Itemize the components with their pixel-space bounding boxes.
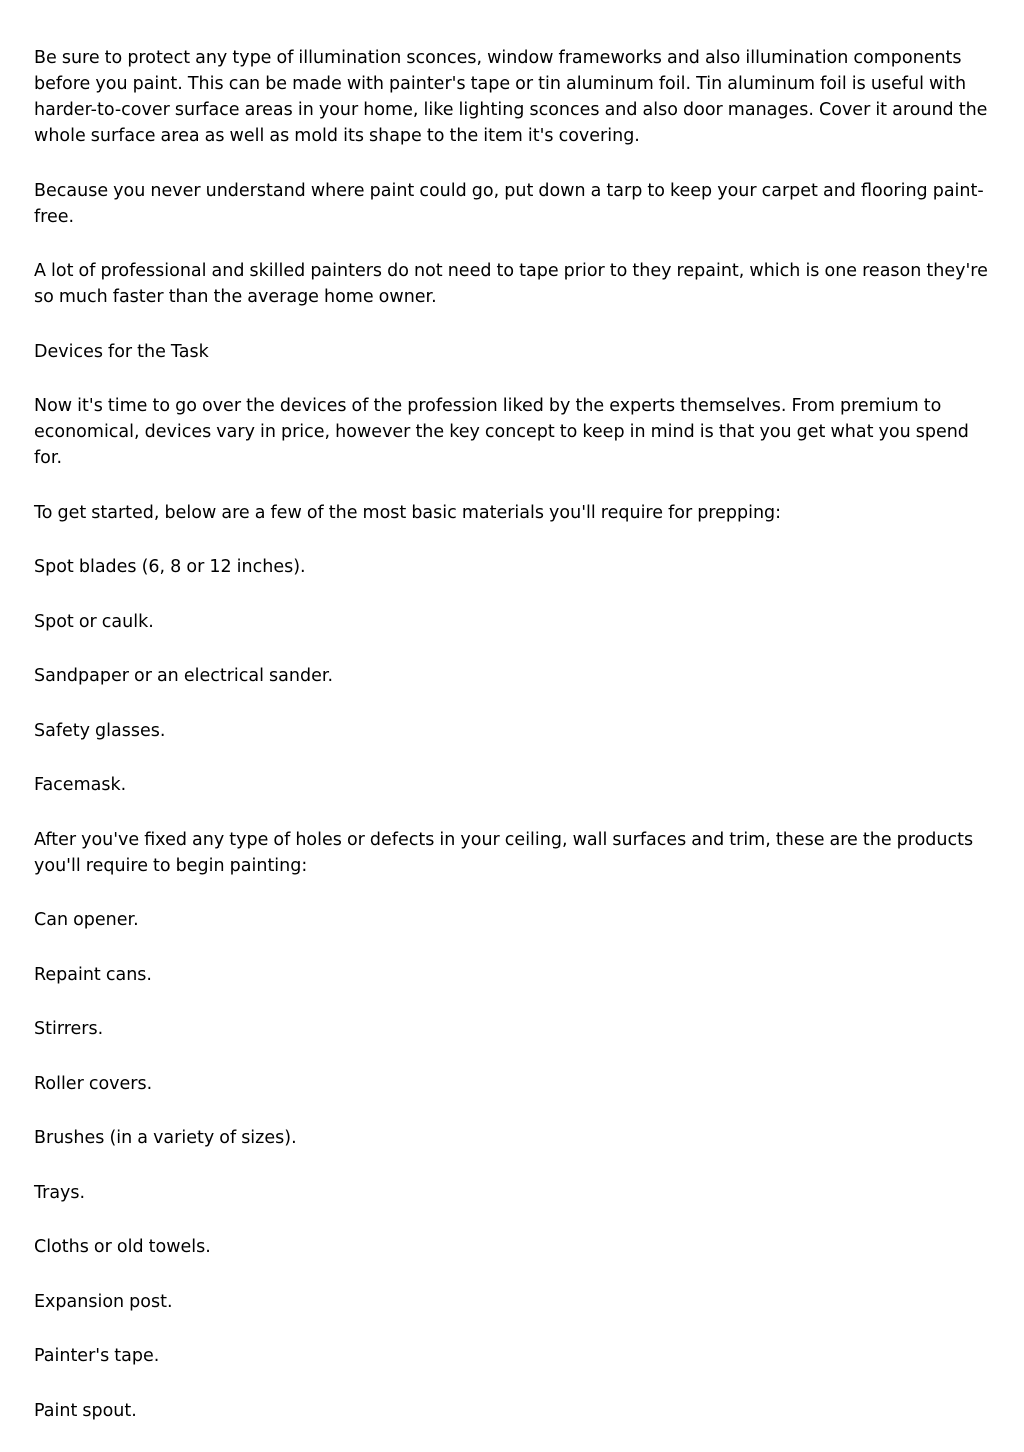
list-item-paint-spout: Paint spout.	[34, 1400, 137, 1421]
paragraph-tarp: Because you never understand where paint could go, put down a tarp to keep your carpet and flooring paint-free.	[34, 180, 984, 227]
list-item-expansion-post: Expansion post.	[34, 1291, 173, 1312]
list-item-brushes: Brushes (in a variety of sizes).	[34, 1128, 297, 1148]
paragraph-prepping-intro: To get started, below are a few of the most basic materials you'll require for prepping:	[34, 502, 782, 523]
list-item-repaint-cans: Repaint cans.	[34, 964, 152, 985]
list-item-painters-tape: Painter's tape.	[34, 1346, 160, 1366]
list-item-safety-glasses: Safety glasses.	[34, 720, 166, 741]
list-item-trays: Trays.	[34, 1182, 86, 1203]
list-item-can-opener: Can opener.	[34, 910, 139, 930]
list-item-cloths: Cloths or old towels.	[34, 1237, 211, 1257]
list-item-spot-caulk: Spot or caulk.	[34, 611, 154, 632]
list-item-roller-covers: Roller covers.	[34, 1073, 153, 1094]
document-body	[34, 45, 990, 1452]
paragraph-protect-fixtures: Be sure to protect any type of illumination sconces, window frameworks and also illumination components before you paint. This can be made with painter's tape or tin aluminum foil. Tin aluminum foil is useful with harder-to-cover surface areas in your home, like lighting sconces and also door manages. Cover it around the whole surface area as well as mold its shape to the item it's covering.	[34, 48, 988, 146]
paragraph-professional-painters: A lot of professional and skilled painters do not need to tape prior to they repaint, which is one reason they're so much faster than the average home owner.	[34, 261, 988, 307]
list-item-facemask: Facemask.	[34, 775, 127, 795]
list-item-stirrers: Stirrers.	[34, 1019, 104, 1039]
section-heading-devices: Devices for the Task	[34, 341, 209, 362]
paragraph-painting-intro: After you've fixed any type of holes or defects in your ceiling, wall surfaces and trim, these are the products you'll require to begin painting:	[34, 829, 974, 876]
list-item-spot-blades: Spot blades (6, 8 or 12 inches).	[34, 557, 306, 577]
paragraph-devices-intro: Now it's time to go over the devices of the profession liked by the experts themselves. From premium to economical, devices vary in price, however the key concept to keep in mind is that you get what you spend for.	[34, 396, 969, 468]
list-item-sandpaper: Sandpaper or an electrical sander.	[34, 666, 334, 686]
